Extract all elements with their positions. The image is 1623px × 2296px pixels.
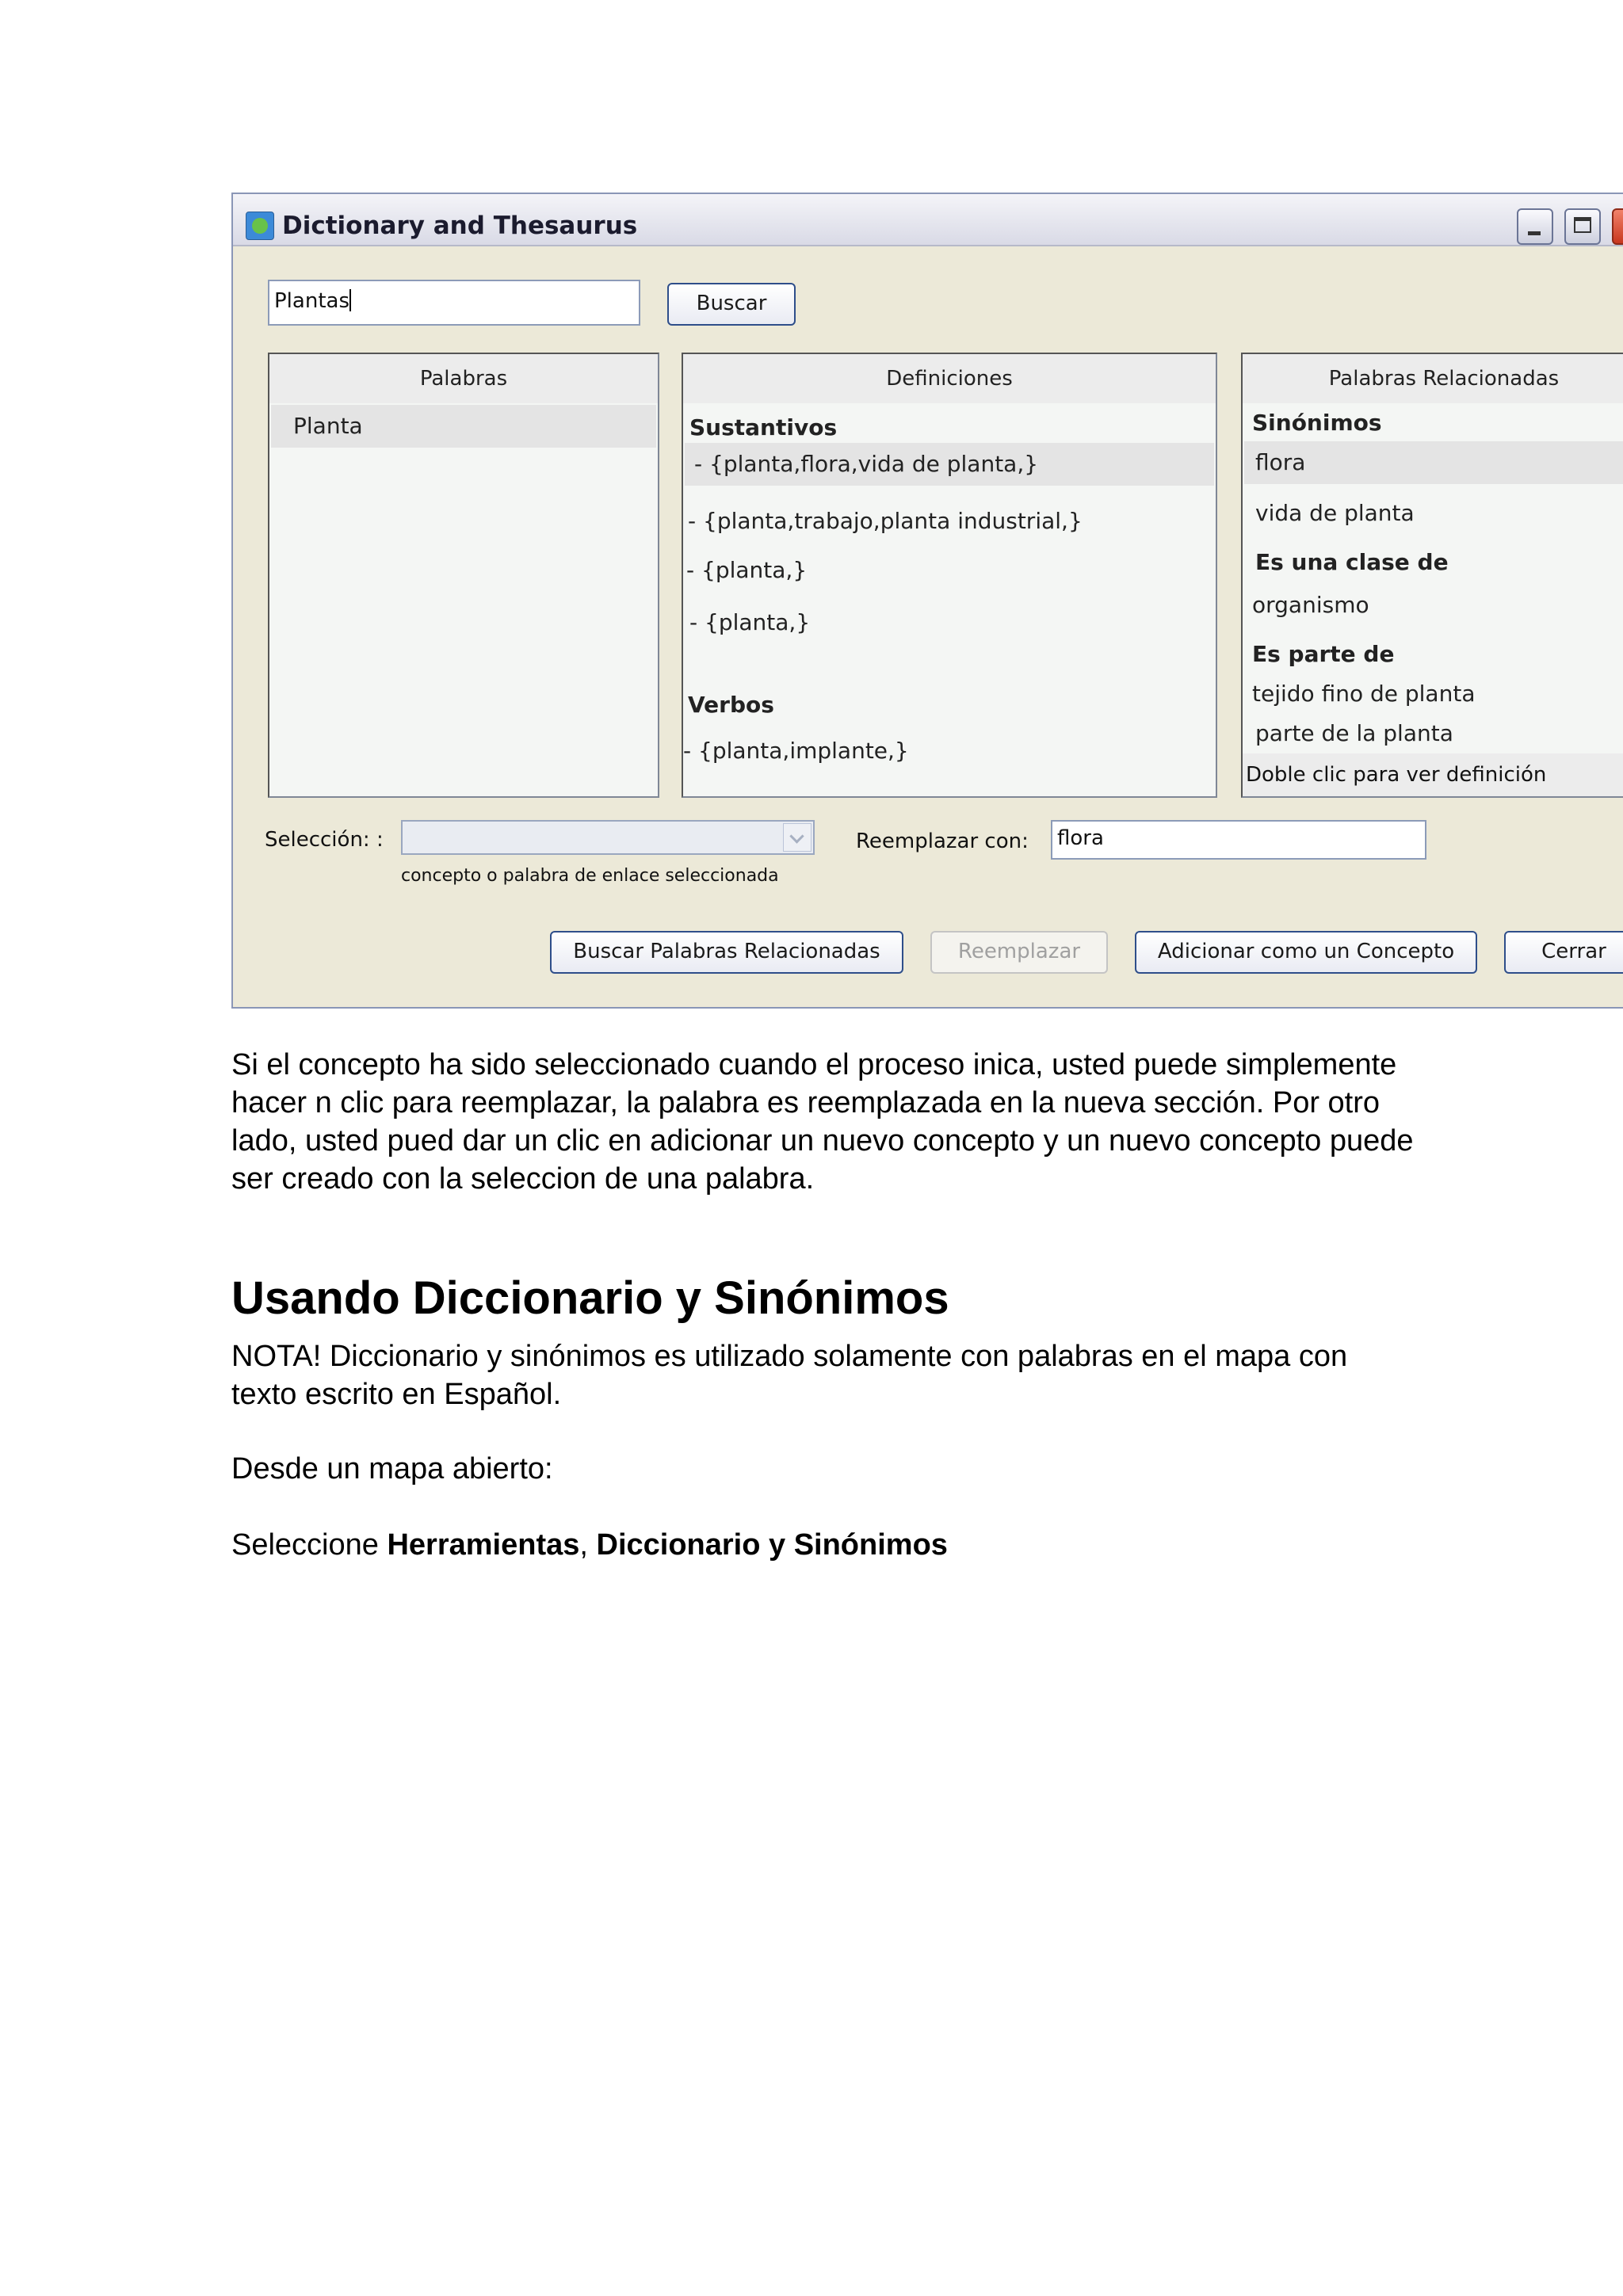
definition-item[interactable]: - {planta,trabajo,planta industrial,} bbox=[688, 508, 1083, 534]
definitions-panel-header: Definiciones bbox=[683, 354, 1216, 403]
list-item[interactable] bbox=[271, 405, 656, 448]
minimize-icon[interactable] bbox=[1517, 208, 1553, 245]
related-word-item[interactable]: vida de planta bbox=[1255, 500, 1415, 526]
search-button[interactable]: Buscar bbox=[667, 283, 796, 326]
close-icon[interactable] bbox=[1612, 208, 1623, 245]
dictionary-window bbox=[231, 193, 1623, 1009]
words-panel-header: Palabras bbox=[269, 354, 658, 403]
selection-label: Selección: : bbox=[265, 828, 384, 852]
related-word-item[interactable]: tejido fino de planta bbox=[1252, 681, 1476, 707]
note-paragraph: NOTA! Diccionario y sinónimos es utilizado solamente con palabras en el mapa con texto escrito en Español. bbox=[231, 1340, 1348, 1411]
menu-item-name: Diccionario y Sinónimos bbox=[596, 1528, 948, 1562]
title-bar[interactable] bbox=[233, 194, 1623, 246]
selection-hint: concepto o palabra de enlace seleccionada bbox=[401, 866, 779, 886]
list-item[interactable] bbox=[685, 443, 1214, 486]
synonyms-heading: Sinónimos bbox=[1252, 410, 1382, 436]
definition-item[interactable]: - {planta,} bbox=[689, 609, 811, 635]
find-related-words-button[interactable]: Buscar Palabras Relacionadas bbox=[550, 931, 903, 974]
selection-dropdown[interactable] bbox=[401, 820, 815, 855]
add-as-concept-button[interactable]: Adicionar como un Concepto bbox=[1135, 931, 1477, 974]
open-map-text: Desde un mapa abierto: bbox=[231, 1452, 553, 1486]
instruction-separator: , bbox=[579, 1528, 597, 1562]
instruction-line bbox=[231, 1526, 948, 1564]
list-item[interactable] bbox=[1244, 441, 1623, 484]
replace-button[interactable]: Reemplazar bbox=[930, 931, 1108, 974]
definitions-panel[interactable] bbox=[682, 353, 1217, 798]
chevron-down-icon[interactable] bbox=[783, 823, 812, 852]
close-button[interactable]: Cerrar bbox=[1504, 931, 1623, 974]
app-icon bbox=[246, 212, 274, 240]
related-word-item: flora bbox=[1255, 449, 1306, 475]
instruction-prefix: Seleccione bbox=[231, 1528, 388, 1562]
search-input[interactable] bbox=[268, 280, 640, 326]
text-caret bbox=[349, 289, 351, 311]
window-title: Dictionary and Thesaurus bbox=[282, 212, 638, 240]
word-item-label: Planta bbox=[293, 413, 363, 439]
related-word-item[interactable]: parte de la planta bbox=[1255, 720, 1453, 746]
maximize-icon[interactable] bbox=[1564, 208, 1601, 245]
part-heading: Es parte de bbox=[1252, 641, 1395, 667]
definition-item[interactable]: - {planta,implante,} bbox=[683, 738, 909, 764]
replace-input[interactable]: flora bbox=[1051, 820, 1426, 860]
replace-label: Reemplazar con: bbox=[856, 830, 1029, 853]
words-panel[interactable] bbox=[268, 353, 659, 798]
related-panel-header: Palabras Relacionadas bbox=[1243, 354, 1623, 403]
body-paragraph: Si el concepto ha sido seleccionado cuando el proceso inica, usted puede simplemente hacer n clic para reemplazar, la palabra es reemplazada en la nueva sección. Por otro lado, usted pued dar un clic en adicionar un nuevo concepto y un nuevo concepto puede ser creado con la seleccion de una palabra. bbox=[231, 1048, 1414, 1196]
menu-name: Herramientas bbox=[387, 1528, 580, 1562]
search-input-value: Plantas bbox=[274, 289, 349, 313]
section-heading: Usando Diccionario y Sinónimos bbox=[231, 1272, 949, 1324]
related-word-item[interactable]: organismo bbox=[1252, 592, 1369, 618]
verbs-heading: Verbos bbox=[688, 692, 774, 718]
definition-item: - {planta,flora,vida de planta,} bbox=[694, 451, 1039, 477]
definition-item[interactable]: - {planta,} bbox=[686, 557, 808, 583]
nouns-heading: Sustantivos bbox=[689, 414, 838, 441]
class-heading: Es una clase de bbox=[1255, 549, 1449, 575]
related-panel-footer: Doble clic para ver definición bbox=[1243, 753, 1623, 796]
related-words-panel[interactable] bbox=[1241, 353, 1623, 798]
